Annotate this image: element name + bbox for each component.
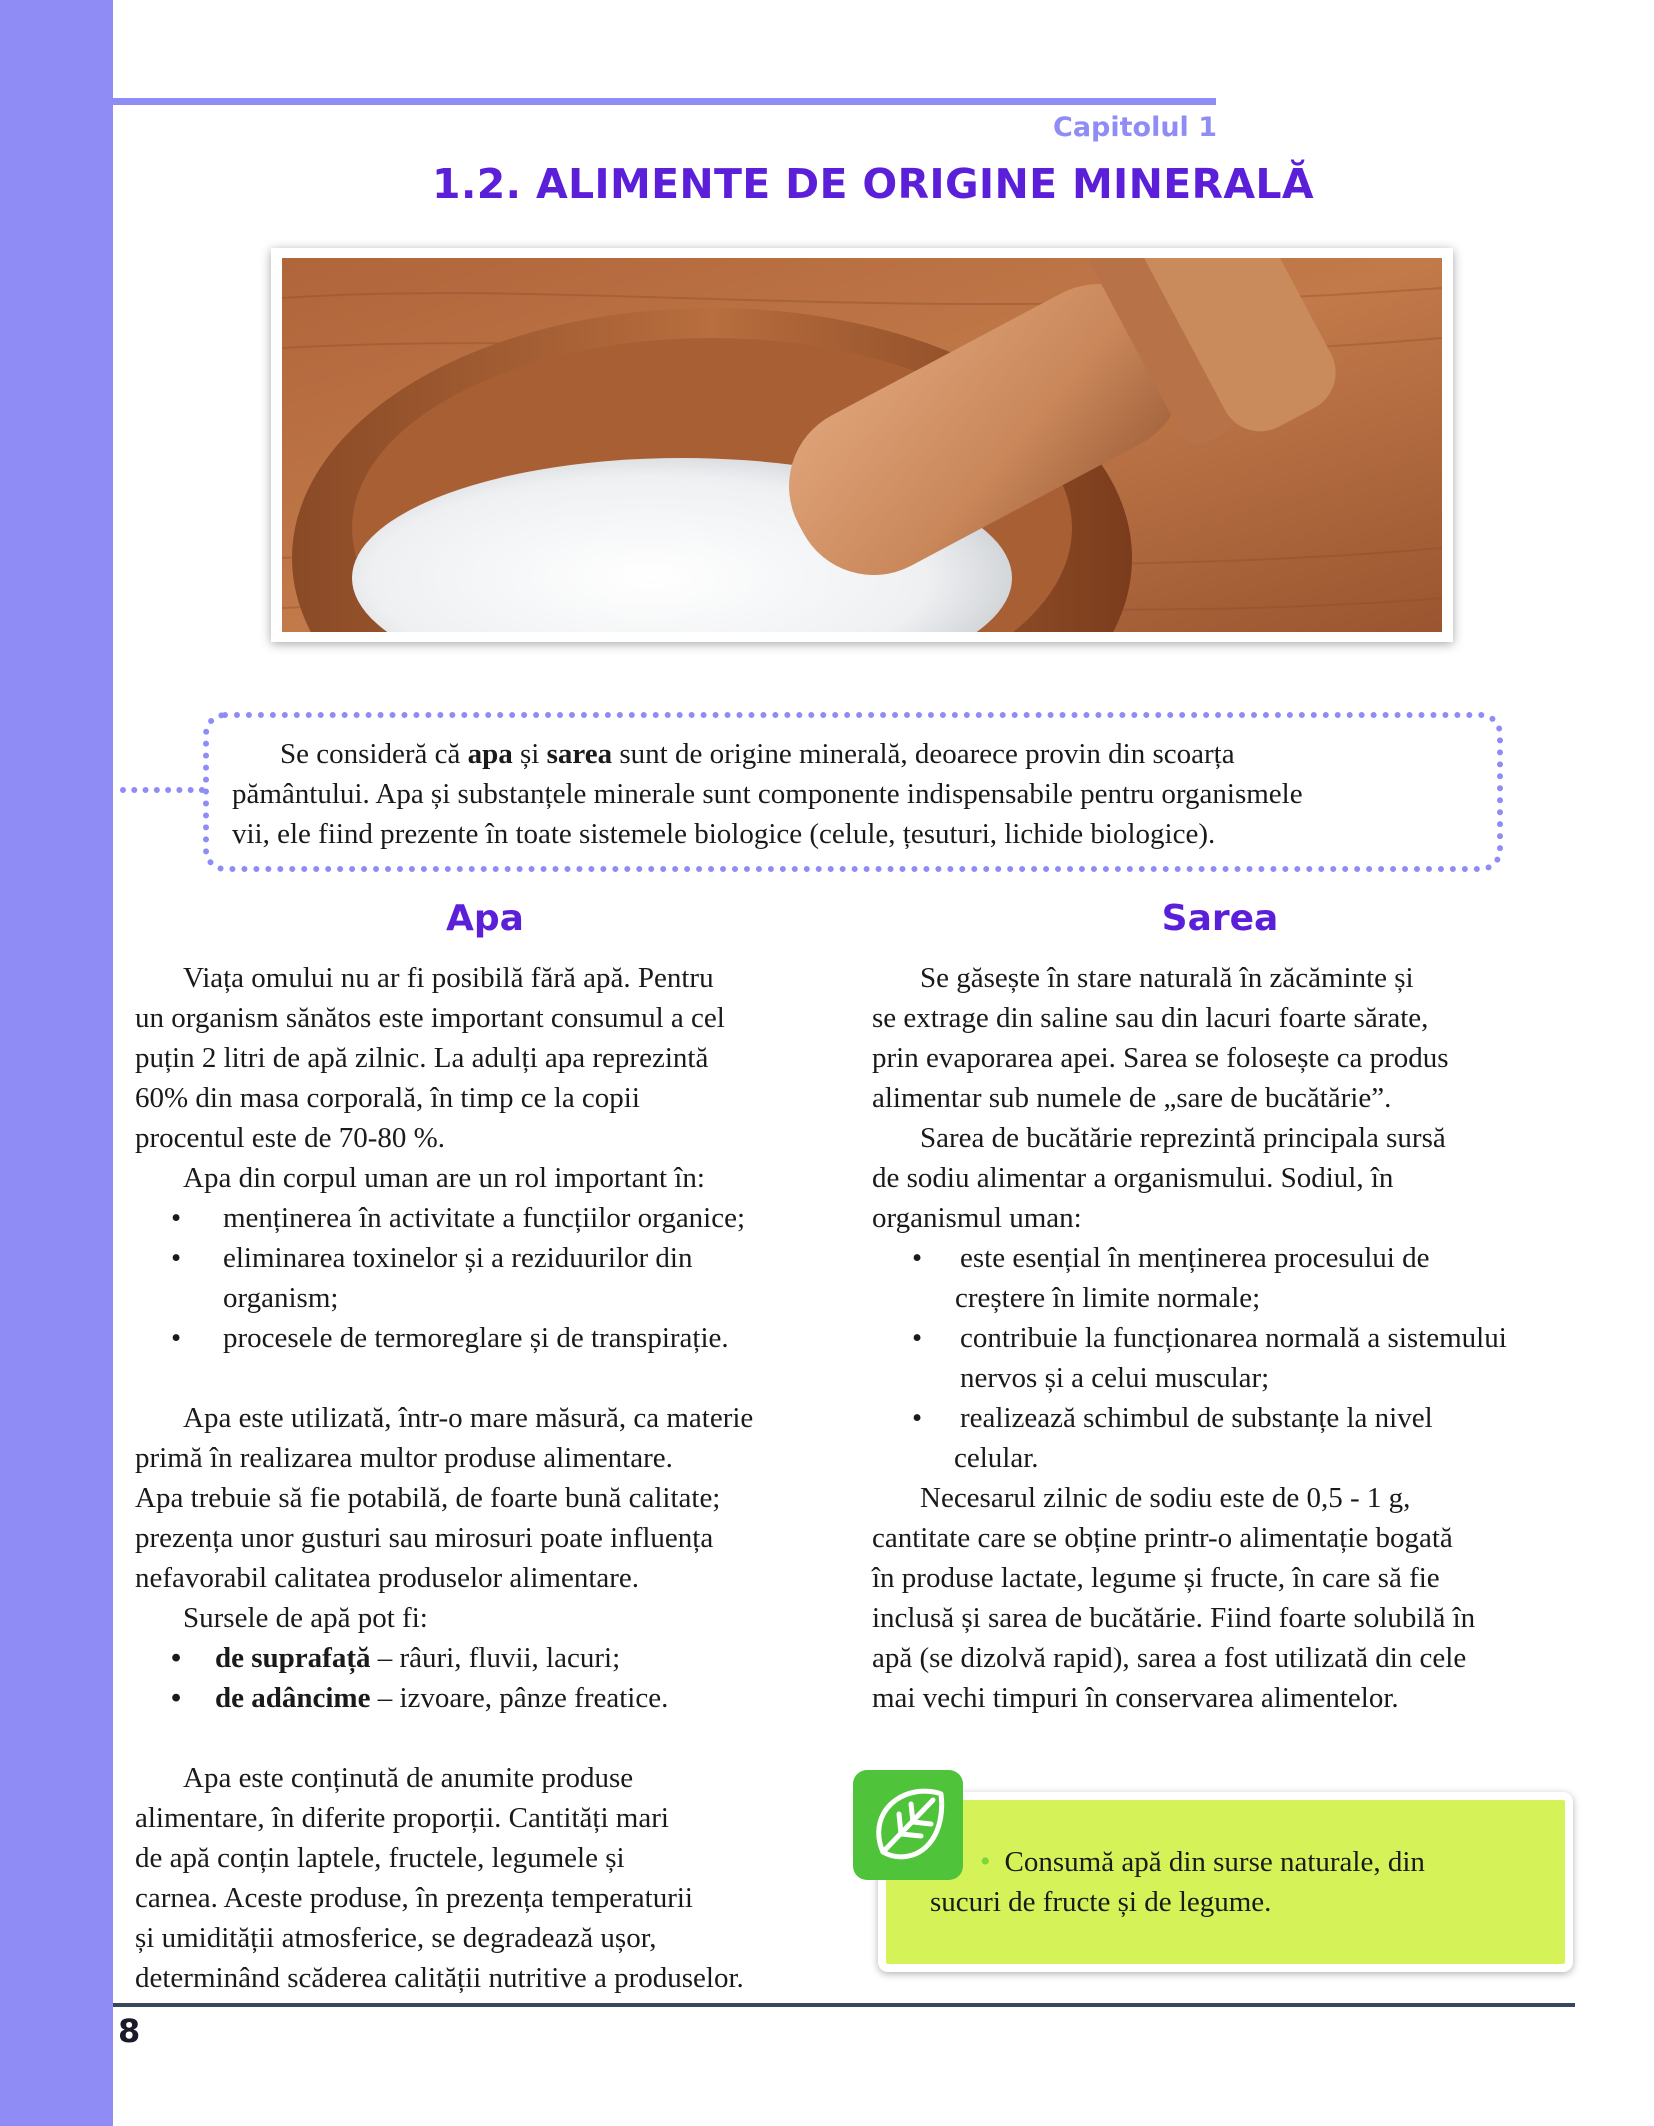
text-line: nefavorabil calitatea produselor alimentare.	[135, 1562, 640, 1594]
text-line: prin evaporarea apei. Sarea se folosește ca produs	[872, 1042, 1449, 1074]
text-line: creștere în limite normale;	[955, 1282, 1261, 1314]
text-line: sucuri de fructe și de legume.	[930, 1886, 1272, 1918]
salt-column	[872, 958, 1592, 1718]
text-line: Apa trebuie să fie potabilă, de foarte bună calitate;	[135, 1482, 721, 1514]
text-line: Apa este conținută de anumite produse	[183, 1762, 634, 1794]
text-line: Sarea de bucătărie reprezintă principala sursă	[920, 1122, 1446, 1154]
photo-image	[282, 258, 1442, 632]
water-intro-paragraph	[135, 958, 855, 1158]
salt-mortar-photo	[271, 248, 1453, 642]
text-line: procentul este de 70-80 %.	[135, 1122, 446, 1154]
list-item: • procesele de termoreglare și de transpirație.	[171, 1322, 729, 1354]
text-line: cantitate care se obține printr-o alimentație bogată	[872, 1522, 1453, 1554]
text-line: eliminarea toxinelor și a reziduurilor din	[223, 1242, 693, 1274]
text-line: 60% din masa corporală, în timp ce la copii	[135, 1082, 640, 1114]
header-rule	[113, 98, 1216, 105]
intro-text: sunt de origine minerală, deoarece provin din scoarța	[612, 738, 1235, 770]
water-roles-lead: Apa din corpul uman are un rol important în:	[183, 1162, 705, 1194]
text-line: celular.	[954, 1442, 1039, 1474]
text-line: menținerea în activitate a funcțiilor organice;	[223, 1202, 746, 1234]
list-item: • contribuie la funcționarea normală a sistemului nervos și a celui muscular;	[912, 1322, 1507, 1394]
page-sidebar-band	[0, 0, 113, 2126]
text-line: și umidității atmosferice, se degradează ușor,	[135, 1922, 657, 1954]
list-item: • eliminarea toxinelor și a reziduurilor din organism;	[171, 1242, 693, 1314]
text-line: se extrage din saline sau din lacuri foarte sărate,	[872, 1002, 1429, 1034]
text-line: Se găsește în stare naturală în zăcăminte și	[920, 962, 1414, 994]
list-item: • este esențial în menținerea procesului de creștere în limite normale;	[912, 1242, 1430, 1314]
list-item: • de suprafață – râuri, fluvii, lacuri;	[171, 1642, 621, 1674]
text-line: un organism sănătos este important consumul a cel	[135, 1002, 725, 1034]
water-roles-list	[135, 1198, 855, 1358]
salt-sodium-paragraph	[872, 1118, 1592, 1238]
text-line: este esențial în menținerea procesului de	[960, 1242, 1430, 1274]
text-line: Necesarul zilnic de sodiu este de 0,5 - 1 g,	[920, 1482, 1411, 1514]
text-line: determinând scăderea calității nutritive a produselor.	[135, 1962, 744, 1994]
list-item: • menținerea în activitate a funcțiilor organice;	[171, 1202, 746, 1234]
text-line: organism;	[223, 1282, 339, 1314]
salt-needs-paragraph	[872, 1478, 1592, 1718]
text-line: nervos și a celui muscular;	[960, 1362, 1270, 1394]
tip-text	[930, 1842, 1550, 1922]
text-line: apă (se dizolvă rapid), sarea a fost utilizată din cele	[872, 1642, 1467, 1674]
text-line: Apa este utilizată, într-o mare măsură, ca materie	[183, 1402, 754, 1434]
intro-text: Se consideră că	[280, 738, 468, 770]
text-line: realizează schimbul de substanțe la nivel	[960, 1402, 1433, 1434]
text-line: Viața omului nu ar fi posibilă fără apă. Pentru	[183, 962, 714, 994]
water-usage-paragraph	[135, 1398, 855, 1598]
intro-term-water: apa	[467, 738, 513, 770]
text-line: primă în realizarea multor produse alimentare.	[135, 1442, 673, 1474]
water-heading: Apa	[446, 898, 524, 939]
water-column	[135, 958, 855, 1998]
tip-bullet: •	[980, 1845, 991, 1878]
source-desc: – izvoare, pânze freatice.	[370, 1682, 669, 1714]
intro-term-salt: sarea	[546, 738, 613, 770]
intro-text: vii, ele fiind prezente în toate sistemele biologice (celule, țesuturi, lichide biologice).	[232, 818, 1216, 850]
footer-rule	[113, 2003, 1575, 2007]
source-term: de adâncime	[215, 1682, 371, 1714]
text-line: prezența unor gusturi sau mirosuri poate influența	[135, 1522, 714, 1554]
salt-roles-list	[872, 1238, 1592, 1478]
salt-heading: Sarea	[1161, 898, 1279, 939]
text-line: inclusă și sarea de bucătărie. Fiind foarte solubilă în	[872, 1602, 1476, 1634]
text-line: alimentare, în diferite proporții. Cantități mari	[135, 1802, 669, 1834]
text-line: organismul uman:	[872, 1202, 1082, 1234]
text-line: puțin 2 litri de apă zilnic. La adulți apa reprezintă	[135, 1042, 709, 1074]
intro-paragraph	[232, 734, 1482, 854]
water-sources-list	[135, 1638, 855, 1718]
intro-dotted-leader	[120, 787, 205, 793]
text-line: Consumă apă din surse naturale, din	[1004, 1846, 1425, 1878]
page-number: 8	[118, 2012, 141, 2050]
text-line: mai vechi timpuri în conservarea alimentelor.	[872, 1682, 1399, 1714]
intro-text: și	[512, 738, 547, 770]
source-desc: – râuri, fluvii, lacuri;	[370, 1642, 621, 1674]
text-line: de sodiu alimentar a organismului. Sodiul, în	[872, 1162, 1394, 1194]
text-line: carnea. Aceste produse, în prezența temperaturii	[135, 1882, 693, 1914]
intro-text: pământului. Apa și substanțele minerale sunt componente indispensabile pentru organismele	[232, 778, 1303, 810]
salt-intro-paragraph	[872, 958, 1592, 1118]
water-foods-paragraph	[135, 1758, 855, 1998]
source-term: de suprafață	[215, 1642, 371, 1674]
list-item: • realizează schimbul de substanțe la nivel celular.	[912, 1402, 1433, 1474]
chapter-label: Capitolul 1	[1053, 112, 1217, 143]
water-sources-lead: Sursele de apă pot fi:	[183, 1602, 428, 1634]
text-line: de apă conțin laptele, fructele, legumele și	[135, 1842, 625, 1874]
page-title: 1.2. ALIMENTE DE ORIGINE MINERALĂ	[432, 160, 1314, 208]
list-item: • de adâncime – izvoare, pânze freatice.	[171, 1682, 669, 1714]
text-line: procesele de termoreglare și de transpirație.	[223, 1322, 729, 1354]
text-line: alimentar sub numele de „sare de bucătărie”.	[872, 1082, 1392, 1114]
text-line: în produse lactate, legume și fructe, în care să fie	[872, 1562, 1440, 1594]
text-line: contribuie la funcționarea normală a sistemului	[960, 1322, 1507, 1354]
